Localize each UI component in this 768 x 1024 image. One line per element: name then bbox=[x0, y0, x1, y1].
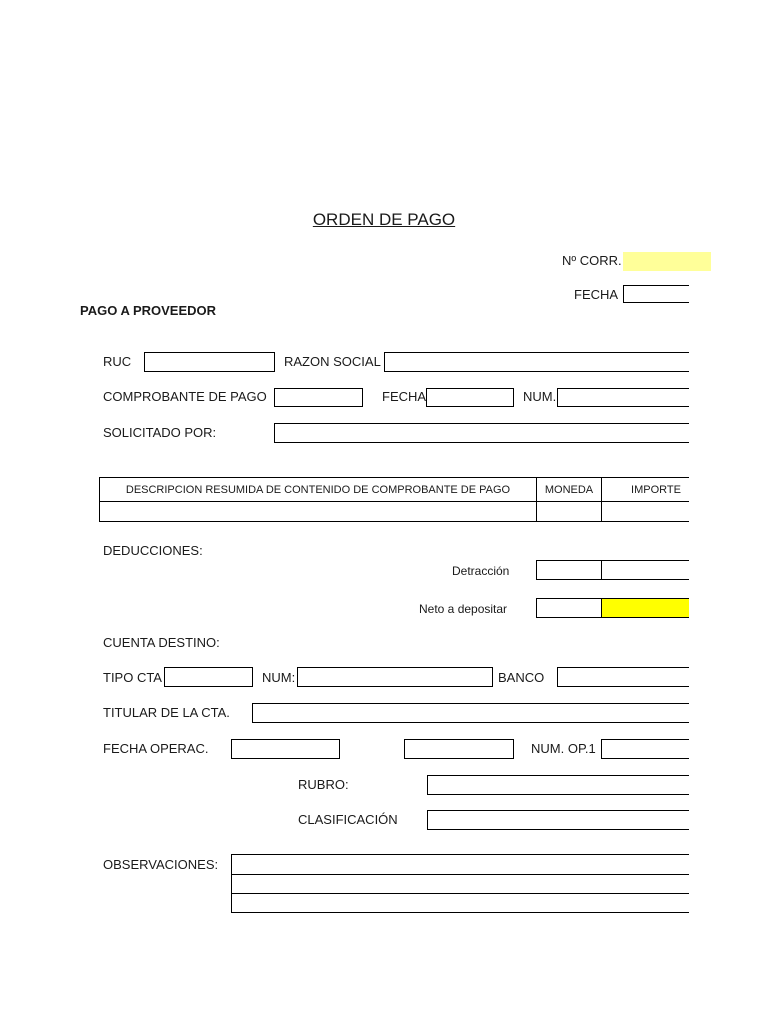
cell-importe[interactable] bbox=[602, 502, 689, 521]
col-header-moneda: MONEDA bbox=[544, 484, 594, 496]
ruc-field[interactable] bbox=[144, 352, 275, 372]
tipo-cta-field[interactable] bbox=[164, 667, 253, 687]
cell-moneda[interactable] bbox=[537, 502, 601, 521]
detraccion-moneda-field[interactable] bbox=[536, 560, 602, 580]
neto-label: Neto a depositar bbox=[419, 602, 508, 616]
solicitado-label: SOLICITADO POR: bbox=[103, 425, 217, 440]
header-fecha-label: FECHA bbox=[574, 287, 619, 302]
fecha-operac-label: FECHA OPERAC. bbox=[103, 741, 209, 756]
banco-field[interactable] bbox=[557, 667, 689, 687]
num-op-field[interactable] bbox=[601, 739, 689, 759]
cuenta-num-field[interactable] bbox=[297, 667, 493, 687]
comprobante-num-label: NUM. bbox=[523, 389, 557, 404]
num-op-label: NUM. OP.1 bbox=[531, 741, 596, 756]
rubro-field[interactable] bbox=[427, 775, 689, 795]
tipo-cta-label: TIPO CTA bbox=[103, 670, 162, 685]
detraccion-label: Detracción bbox=[452, 564, 510, 578]
titular-label: TITULAR DE LA CTA. bbox=[103, 705, 230, 720]
section-title: PAGO A PROVEEDOR bbox=[80, 303, 217, 318]
observaciones-line-1 bbox=[231, 874, 689, 875]
rubro-label: RUBRO: bbox=[298, 777, 349, 792]
comprobante-fecha-field[interactable] bbox=[426, 388, 514, 407]
col-header-descripcion: DESCRIPCION RESUMIDA DE CONTENIDO DE COMPROBANTE DE PAGO bbox=[125, 484, 511, 496]
cuenta-destino-label: CUENTA DESTINO: bbox=[103, 635, 220, 650]
banco-label: BANCO bbox=[498, 670, 545, 685]
cell-descripcion[interactable] bbox=[100, 502, 536, 521]
solicitado-field[interactable] bbox=[274, 423, 689, 443]
razon-social-field[interactable] bbox=[384, 352, 689, 372]
deducciones-label: DEDUCCIONES: bbox=[103, 543, 203, 558]
clasificacion-label: CLASIFICACIÓN bbox=[298, 812, 398, 827]
corr-label: Nº CORR. bbox=[562, 253, 622, 268]
observaciones-field[interactable] bbox=[231, 854, 689, 913]
corr-field[interactable] bbox=[623, 252, 711, 271]
razon-social-label: RAZON SOCIAL bbox=[284, 354, 381, 369]
col-header-importe: IMPORTE bbox=[631, 484, 681, 496]
observaciones-line-2 bbox=[231, 893, 689, 894]
fecha-operac-field[interactable] bbox=[231, 739, 340, 759]
ruc-label: RUC bbox=[103, 354, 132, 369]
comprobante-fecha-label: FECHA bbox=[382, 389, 427, 404]
observaciones-label: OBSERVACIONES: bbox=[103, 857, 219, 872]
detraccion-importe-field[interactable] bbox=[601, 560, 689, 580]
comprobante-field[interactable] bbox=[274, 388, 363, 407]
cuenta-num-label: NUM: bbox=[262, 670, 296, 685]
header-fecha-field[interactable] bbox=[623, 285, 689, 303]
neto-importe-field[interactable] bbox=[601, 598, 689, 618]
form-title: ORDEN DE PAGO bbox=[312, 210, 456, 229]
operac-extra-field[interactable] bbox=[404, 739, 514, 759]
neto-moneda-field[interactable] bbox=[536, 598, 602, 618]
clasificacion-field[interactable] bbox=[427, 810, 689, 830]
comprobante-label: COMPROBANTE DE PAGO bbox=[103, 389, 267, 404]
comprobante-num-field[interactable] bbox=[557, 388, 689, 407]
titular-field[interactable] bbox=[252, 703, 689, 723]
